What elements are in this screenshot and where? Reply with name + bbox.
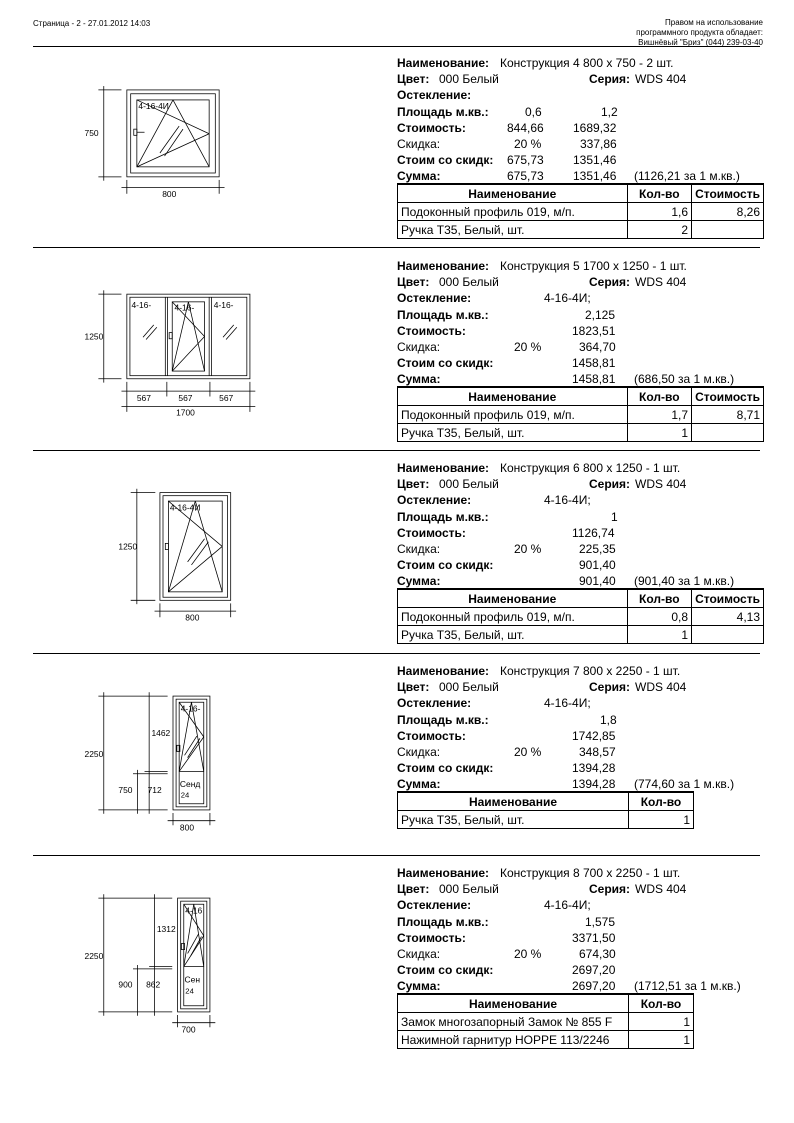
series-value: WDS 404 xyxy=(635,275,687,290)
panel-label: Сен xyxy=(184,974,201,985)
dim-width: 800 xyxy=(185,612,200,623)
glass-label: 4-16-4И xyxy=(138,101,169,112)
table-row xyxy=(398,608,764,626)
cost-total-value: 3371,50 xyxy=(572,930,616,945)
glass-label: 4-16-4И xyxy=(169,502,201,513)
item-qty: 1 xyxy=(627,626,692,644)
glazing-value: 4-16-4И; xyxy=(544,493,591,508)
cost-discount-total: 2697,20 xyxy=(572,963,616,978)
dim-width: 800 xyxy=(162,188,177,199)
construction-name: Конструкция 7 800 x 2250 - 1 шт. xyxy=(500,664,681,678)
label-glazing: Остекление: xyxy=(397,291,472,306)
color-value: 000 Белый xyxy=(439,275,499,290)
label-sum: Сумма: xyxy=(397,372,441,387)
dim-height: 750 xyxy=(84,128,99,139)
color-value: 000 Белый xyxy=(439,680,499,695)
label-color: Цвет: xyxy=(397,680,430,695)
separator-line xyxy=(33,247,760,248)
dim-lower: 750 xyxy=(118,785,133,795)
label-discount: Скидка: xyxy=(397,339,441,354)
dim-height: 2250 xyxy=(84,748,104,759)
items-table xyxy=(397,588,764,644)
discount-percent: 20 % xyxy=(514,946,542,961)
cost-discount-total: 1458,81 xyxy=(572,356,616,371)
discount-value: 337,86 xyxy=(580,136,617,151)
item-name: Подоконный профиль 019, м/п. xyxy=(398,203,628,221)
item-name: Ручка Т35, Белый, шт. xyxy=(398,221,628,239)
items-table xyxy=(397,791,694,829)
col-header-name: Наименование xyxy=(398,792,629,811)
label-sum: Сумма: xyxy=(397,777,441,792)
label-series: Серия: xyxy=(589,680,631,695)
area-total-value: 1,2 xyxy=(601,104,618,119)
label-area: Площадь м.кв.: xyxy=(397,307,489,322)
discount-percent: 20 % xyxy=(514,744,542,759)
separator-line xyxy=(33,855,760,856)
item-cost: 8,26 xyxy=(692,203,764,221)
label-glazing: Остекление: xyxy=(397,493,472,508)
label-discount: Скидка: xyxy=(397,541,441,556)
glass-label: 4-16 xyxy=(185,905,203,916)
cost-total-value: 1126,74 xyxy=(572,525,615,540)
item-qty: 1 xyxy=(629,811,694,829)
separator-line xyxy=(33,46,760,47)
label-area: Площадь м.кв.: xyxy=(397,914,489,929)
price-per-m2: (1712,51 за 1 м.кв.) xyxy=(634,979,741,994)
series-value: WDS 404 xyxy=(635,477,687,492)
label-cost-discount: Стоим со скидк: xyxy=(397,963,494,978)
dim-upper: 1312 xyxy=(156,923,176,934)
construction-info xyxy=(397,460,763,590)
table-row xyxy=(398,221,764,239)
dim-section: 567 xyxy=(136,393,151,404)
area-total-value: 2,125 xyxy=(585,307,616,322)
price-per-m2: (774,60 за 1 м.кв.) xyxy=(634,777,735,792)
page-header-right xyxy=(636,18,763,48)
label-name: Наименование: xyxy=(397,461,490,475)
item-qty: 1,6 xyxy=(627,203,692,221)
glass-label: 4-16- xyxy=(213,300,234,310)
item-cost: 4,13 xyxy=(692,608,764,626)
construction-drawing xyxy=(83,478,283,638)
label-sum: Сумма: xyxy=(397,979,441,994)
table-row xyxy=(398,626,764,644)
discount-value: 364,70 xyxy=(579,339,616,354)
dim-section: 567 xyxy=(219,393,234,404)
dim-height: 1250 xyxy=(118,541,138,552)
label-cost-discount: Стоим со скидк: xyxy=(397,558,494,573)
discount-percent: 20 % xyxy=(514,541,542,556)
item-qty: 1 xyxy=(629,1013,694,1031)
separator-line xyxy=(33,653,760,654)
label-sum: Сумма: xyxy=(397,169,441,184)
dim-section: 567 xyxy=(178,393,193,404)
area-total-value: 1,575 xyxy=(585,914,616,929)
col-header-name: Наименование xyxy=(398,387,628,406)
construction-name: Конструкция 4 800 x 750 - 2 шт. xyxy=(500,56,674,70)
col-header-cost: Стоимость xyxy=(692,589,764,608)
label-cost-discount: Стоим со скидк: xyxy=(397,356,494,371)
glass-label: 4-16- xyxy=(180,703,201,714)
item-name: Замок многозапорный Замок № 855 F xyxy=(398,1013,629,1031)
col-header-qty: Кол-во xyxy=(627,184,692,203)
area-total-value: 1 xyxy=(611,509,618,524)
dim-width: 800 xyxy=(179,822,195,833)
label-area: Площадь м.кв.: xyxy=(397,712,489,727)
item-name: Подоконный профиль 019, м/п. xyxy=(398,608,628,626)
cost-total-value: 1689,32 xyxy=(573,120,617,135)
series-value: WDS 404 xyxy=(635,680,687,695)
item-name: Ручка Т35, Белый, шт. xyxy=(398,626,628,644)
cost-discount-unit: 675,73 xyxy=(507,153,544,168)
dim-lower: 712 xyxy=(147,785,162,795)
label-discount: Скидка: xyxy=(397,946,441,961)
construction-drawing xyxy=(83,885,283,1045)
glass-label: 4-16- xyxy=(131,300,152,310)
cost-discount-total: 1351,46 xyxy=(573,153,617,168)
item-cost xyxy=(692,424,764,442)
area-total-value: 1,8 xyxy=(600,712,617,727)
label-series: Серия: xyxy=(589,477,631,492)
table-row xyxy=(398,1013,694,1031)
item-name: Подоконный профиль 019, м/п. xyxy=(398,406,628,424)
rights-line-3: Вишнёвый "Бриз" (044) 239-03-40 xyxy=(638,38,763,47)
item-qty: 0,8 xyxy=(627,608,692,626)
cost-total-value: 1823,51 xyxy=(572,323,616,338)
item-name: Ручка Т35, Белый, шт. xyxy=(398,424,628,442)
construction-info xyxy=(397,258,763,388)
dim-upper: 1462 xyxy=(151,728,171,739)
table-row xyxy=(398,406,764,424)
label-color: Цвет: xyxy=(397,477,430,492)
item-qty: 1 xyxy=(629,1031,694,1049)
rights-line-2: программного продукта обладает: xyxy=(636,28,763,37)
label-cost: Стоимость: xyxy=(397,525,466,540)
color-value: 000 Белый xyxy=(439,882,499,897)
glazing-value: 4-16-4И; xyxy=(544,291,591,306)
glazing-value: 4-16-4И; xyxy=(544,696,591,711)
label-cost: Стоимость: xyxy=(397,728,466,743)
sum-unit: 675,73 xyxy=(507,169,544,184)
price-per-m2: (901,40 за 1 м.кв.) xyxy=(634,574,735,589)
col-header-cost: Стоимость xyxy=(692,184,764,203)
construction-name: Конструкция 5 1700 x 1250 - 1 шт. xyxy=(500,259,687,273)
cost-discount-total: 1394,28 xyxy=(572,761,616,776)
construction-info xyxy=(397,865,763,995)
sum-total: 1458,81 xyxy=(572,372,616,387)
discount-value: 674,30 xyxy=(579,946,616,961)
table-row xyxy=(398,1031,694,1049)
label-area: Площадь м.кв.: xyxy=(397,104,489,119)
label-area: Площадь м.кв.: xyxy=(397,509,489,524)
label-cost: Стоимость: xyxy=(397,323,466,338)
item-name: Нажимной гарнитур HOPPE 113/2246 xyxy=(398,1031,629,1049)
discount-percent: 20 % xyxy=(514,339,542,354)
discount-value: 225,35 xyxy=(579,541,616,556)
label-sum: Сумма: xyxy=(397,574,441,589)
panel-label: 24 xyxy=(185,986,194,996)
label-discount: Скидка: xyxy=(397,136,441,151)
glass-label: 4-16- xyxy=(174,302,195,313)
label-series: Серия: xyxy=(589,882,631,897)
construction-info xyxy=(397,663,763,793)
items-table xyxy=(397,386,764,442)
label-glazing: Остекление: xyxy=(397,696,472,711)
table-row xyxy=(398,811,694,829)
items-table xyxy=(397,993,694,1049)
construction-drawing xyxy=(83,73,283,233)
label-glazing: Остекление: xyxy=(397,898,472,913)
discount-value: 348,57 xyxy=(579,744,616,759)
dim-height: 2250 xyxy=(84,950,104,961)
dim-width: 1700 xyxy=(176,407,195,418)
cost-unit-value: 844,66 xyxy=(507,120,544,135)
label-name: Наименование: xyxy=(397,866,490,880)
construction-drawing xyxy=(83,278,283,438)
col-header-name: Наименование xyxy=(398,589,628,608)
col-header-name: Наименование xyxy=(398,994,629,1013)
series-value: WDS 404 xyxy=(635,72,687,87)
item-name: Ручка Т35, Белый, шт. xyxy=(398,811,629,829)
label-series: Серия: xyxy=(589,275,631,290)
label-color: Цвет: xyxy=(397,72,430,87)
label-cost: Стоимость: xyxy=(397,120,466,135)
color-value: 000 Белый xyxy=(439,72,499,87)
item-qty: 1 xyxy=(627,424,692,442)
label-cost-discount: Стоим со скидк: xyxy=(397,761,494,776)
dim-height: 1250 xyxy=(84,331,104,342)
panel-label: 24 xyxy=(180,790,190,800)
label-name: Наименование: xyxy=(397,259,490,273)
item-qty: 1,7 xyxy=(627,406,692,424)
col-header-cost: Стоимость xyxy=(692,387,764,406)
discount-percent: 20 % xyxy=(514,136,542,151)
label-color: Цвет: xyxy=(397,275,430,290)
construction-name: Конструкция 8 700 x 2250 - 1 шт. xyxy=(500,866,681,880)
col-header-qty: Кол-во xyxy=(629,792,694,811)
label-cost: Стоимость: xyxy=(397,930,466,945)
series-value: WDS 404 xyxy=(635,882,687,897)
table-row xyxy=(398,424,764,442)
cost-total-value: 1742,85 xyxy=(572,728,616,743)
sum-total: 2697,20 xyxy=(572,979,616,994)
panel-label: Сенд xyxy=(179,778,201,789)
color-value: 000 Белый xyxy=(439,477,499,492)
item-qty: 2 xyxy=(627,221,692,239)
sum-total: 901,40 xyxy=(579,574,616,589)
label-color: Цвет: xyxy=(397,882,430,897)
item-cost: 8,71 xyxy=(692,406,764,424)
construction-info xyxy=(397,55,763,185)
col-header-name: Наименование xyxy=(398,184,628,203)
col-header-qty: Кол-во xyxy=(629,994,694,1013)
cost-discount-total: 901,40 xyxy=(579,558,616,573)
glazing-value: 4-16-4И; xyxy=(544,898,591,913)
label-series: Серия: xyxy=(589,72,631,87)
label-name: Наименование: xyxy=(397,56,490,70)
col-header-qty: Кол-во xyxy=(627,589,692,608)
label-glazing: Остекление: xyxy=(397,88,472,103)
sum-total: 1351,46 xyxy=(573,169,617,184)
sum-total: 1394,28 xyxy=(572,777,616,792)
area-unit-value: 0,6 xyxy=(525,104,542,119)
dim-lower: 862 xyxy=(146,979,161,990)
label-cost-discount: Стоим со скидк: xyxy=(397,153,494,168)
dim-width: 700 xyxy=(181,1024,196,1035)
rights-line-1: Правом на использование xyxy=(665,18,763,27)
construction-name: Конструкция 6 800 x 1250 - 1 шт. xyxy=(500,461,681,475)
items-table xyxy=(397,183,764,239)
label-name: Наименование: xyxy=(397,664,490,678)
item-cost xyxy=(692,626,764,644)
label-discount: Скидка: xyxy=(397,744,441,759)
item-cost xyxy=(692,221,764,239)
page-header-left: Страница - 2 - 27.01.2012 14:03 xyxy=(33,19,151,28)
dim-lower: 900 xyxy=(118,979,133,990)
price-per-m2: (1126,21 за 1 м.кв.) xyxy=(634,169,740,184)
price-per-m2: (686,50 за 1 м.кв.) xyxy=(634,372,735,387)
separator-line xyxy=(33,450,760,451)
col-header-qty: Кол-во xyxy=(627,387,692,406)
construction-drawing xyxy=(83,683,283,843)
table-row xyxy=(398,203,764,221)
